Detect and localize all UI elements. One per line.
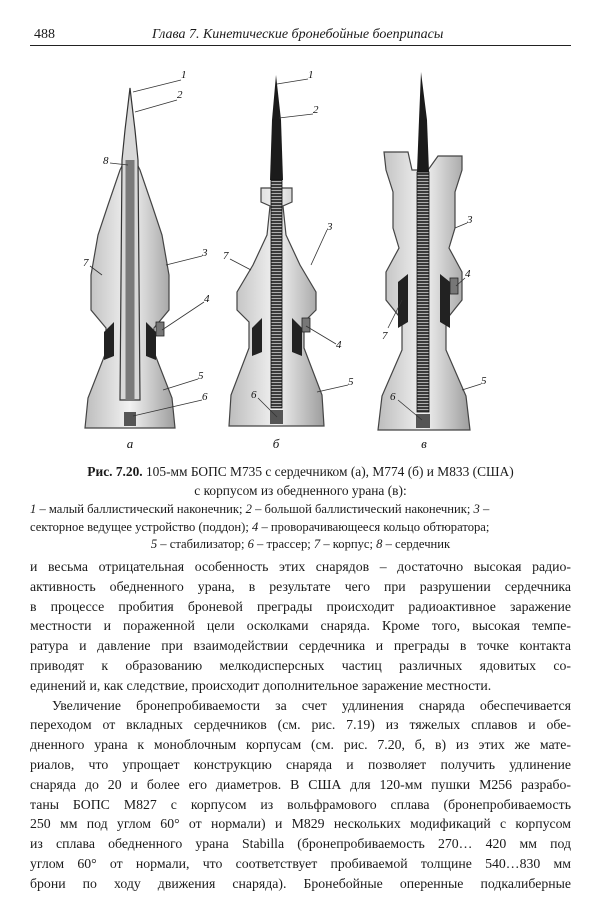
callout-a-3: 3: [202, 247, 208, 259]
legend-text: трассер: [266, 537, 308, 551]
text-line: единений и, как следствие, происходит дополнительное заражение местности.: [30, 677, 492, 693]
panel-label-a: а: [126, 436, 134, 451]
callout-a-1: 1: [181, 69, 187, 81]
legend-text: корпус: [332, 537, 370, 551]
callout-b-1: 1: [308, 69, 314, 81]
text-line: и весьма отрицательная особенность этих снарядов – достаточно высокая радио-: [30, 559, 571, 574]
text-line: таны БОПС М827 с корпусом из вольфрамового сплава (бронепробиваемость: [30, 796, 571, 812]
text-line: риалов, что упрощает конструкцию снаряда и позволяет получить удлинение: [30, 756, 571, 772]
callout-b-4: 4: [336, 339, 342, 351]
legend-text: стабилизатор: [169, 537, 241, 551]
callout-a-5: 5: [198, 370, 204, 382]
page-number: 488: [34, 27, 55, 42]
projectile-c: [378, 72, 470, 430]
figure-7-20: [30, 60, 571, 460]
legend-num: 5: [150, 537, 158, 551]
text-line: дненного урана к моноблочным корпусам (см. рис. 7.20, б, в) из этих же мате-: [30, 737, 571, 753]
callout-b-6: 6: [251, 389, 257, 401]
text-line: снаряда до 20 и более его диаметров. В США для 120-мм пушки M256 разрабо-: [30, 776, 571, 792]
projectile-b: [229, 75, 324, 426]
figure-legend: 1 – малый баллистический наконечник; 2 – большой баллистический наконечник; 3 – секторное ведущее устройство (поддон); 4 – проворачивающееся кольцо обтюратора; 5 – стабилизатор; 6 – трассер; 7 – корпус; 8 – сердечник: [30, 502, 490, 551]
panel-label-b: б: [272, 436, 280, 451]
text-line: брони по ходу движения снаряда). Бронебойные оперенные подкалиберные: [30, 875, 571, 891]
panel-label-c: в: [421, 436, 427, 451]
legend-text: сердечник: [395, 537, 451, 551]
text-line: 250 мм под углом 60° от нормали) и М829 нескольких модификаций с корпусом: [30, 816, 571, 832]
legend-num: 7: [313, 537, 321, 551]
callout-c-6: 6: [390, 391, 396, 403]
callout-c-7: 7: [382, 330, 388, 342]
callout-a-4: 4: [204, 293, 210, 305]
text-line: в процессе пробития броневой преграды происходит радиоактивное заражение: [30, 598, 571, 614]
text-line: Увеличение бронепробиваемости за счет удлинения снаряда обеспечивается: [52, 697, 571, 713]
callout-b-2: 2: [313, 104, 319, 116]
callout-a-2: 2: [177, 89, 183, 101]
legend-text: большой баллистический наконечник: [264, 502, 467, 516]
legend-text: секторное ведущее устройство (поддон): [30, 519, 246, 534]
callout-a-6: 6: [202, 391, 208, 403]
callout-b-5: 5: [348, 376, 354, 388]
projectile-drawings: [30, 60, 571, 460]
legend-text: проворачивающееся кольцо обтюратора: [270, 519, 486, 534]
chapter-title: Глава 7. Кинетические бронебойные боеприпасы: [152, 27, 444, 42]
legend-num: 3: [473, 502, 480, 516]
callout-a-8: 8: [103, 155, 109, 167]
callout-a-7: 7: [83, 257, 89, 269]
text-line: местности и пораженной цели осколками снаряда. Кроме того, высокая темпе-: [30, 618, 571, 634]
legend-num: 1: [30, 502, 37, 516]
text-line: из сплава обедненного урана Stabilla (бронепробиваемость 270… 420 мм под: [30, 836, 571, 852]
caption-line-2: с корпусом из обедненного урана (в):: [194, 483, 407, 498]
callout-b-7: 7: [223, 250, 229, 262]
text-line: переходом от вкладных сердечников (см. рис. 7.19) из тяжелых сплавов и обе-: [30, 717, 571, 733]
text-line: активность обедненного урана, в результате чего при разрушении сердечника: [30, 578, 571, 594]
caption-label: Рис. 7.20.: [87, 464, 143, 479]
legend-num: 2: [245, 502, 252, 516]
callout-c-4: 4: [465, 268, 471, 280]
legend-num: 8: [376, 537, 383, 551]
legend-num: 4: [252, 519, 259, 534]
projectile-a: [85, 88, 175, 428]
callout-c-5: 5: [481, 375, 487, 387]
body-text: [30, 557, 571, 894]
text-line: углом 60° от нормали, что соответствует пробиваемой толщине 540…830 мм: [30, 855, 571, 871]
text-line: приводят к образованию мелкодисперсных частиц различных ядовитых со-: [30, 657, 571, 673]
text-line: ратура и давление при взаимодействии сердечника и преграды в точке контакта: [30, 638, 571, 654]
caption-line-1: 105-мм БОПС М735 с сердечником (а), М774 (б) и М833 (США): [145, 464, 514, 479]
callout-c-3: 3: [467, 214, 473, 226]
legend-text: малый баллистический наконечник: [48, 502, 239, 516]
running-header: [30, 21, 571, 46]
callout-b-3: 3: [327, 221, 333, 233]
legend-num: 6: [247, 537, 254, 551]
figure-caption: [30, 462, 571, 500]
